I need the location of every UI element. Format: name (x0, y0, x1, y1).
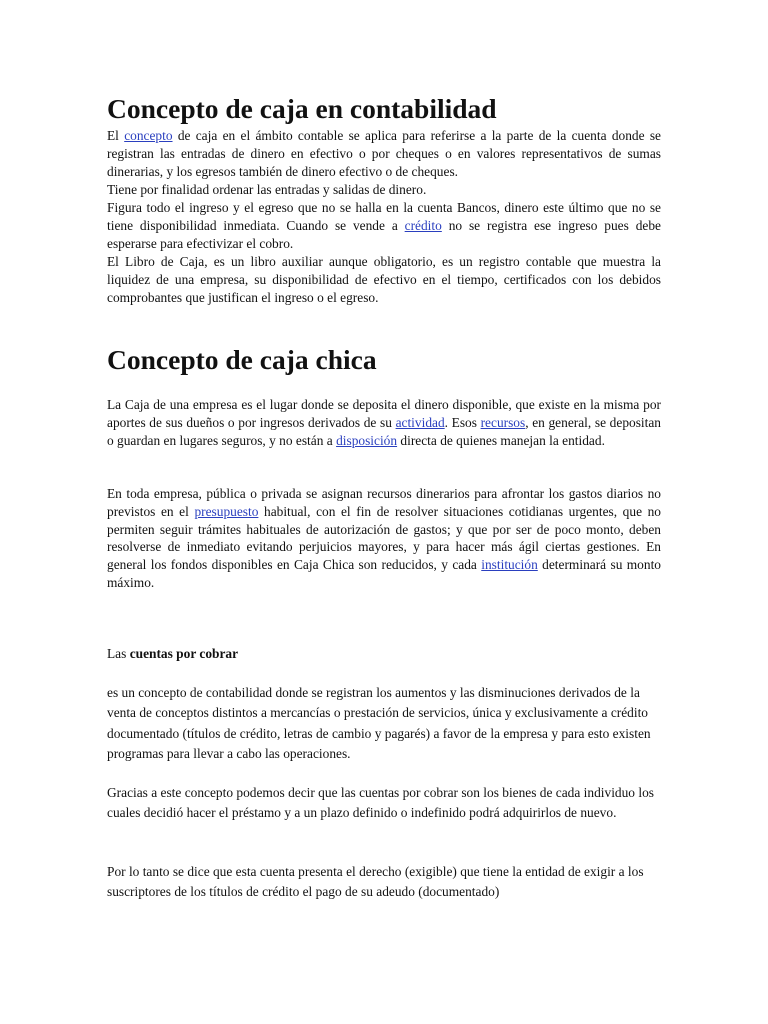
heading-caja-chica: Concepto de caja chica (107, 344, 377, 375)
paragraph-finalidad: Tiene por finalidad ordenar las entradas y salidas de dinero. (107, 182, 427, 197)
link-presupuesto[interactable]: presupuesto (194, 503, 259, 519)
bold-cuentas-por-cobrar: cuentas por cobrar (129, 646, 239, 661)
paragraph-caja-definicion: El concepto de caja en el ámbito contable se aplica para referirse a la parte de la cuenta donde se registran las entradas de dinero en efectivo o por cheques o en valores representativos de sumas dinerarias, y los egresos también de dinero efectivo o de cheques. (107, 128, 661, 179)
link-institucion[interactable]: institución (481, 557, 538, 573)
paragraph-caja-empresa: La Caja de una empresa es el lugar donde se deposita el dinero disponible, que existe en la misma por aportes de sus dueños o por ingresos derivados de su actividad. Esos recursos, en general, se depositan o guardan en lugares seguros, y no están a disposición directa de quienes manejan la entidad. (107, 397, 661, 448)
link-disposicion[interactable]: disposición (336, 432, 398, 448)
link-recursos[interactable]: recursos (480, 414, 526, 430)
heading-concepto-de-caja: Concepto de caja en contabilidad (107, 93, 497, 124)
link-concepto[interactable]: concepto (124, 128, 173, 143)
link-credito[interactable]: crédito (404, 217, 442, 233)
link-actividad[interactable]: actividad (395, 414, 445, 430)
paragraph-recursos-dinerarios: En toda empresa, pública o privada se asignan recursos dinerarios para afrontar los gastos diarios no previstos en el presupuesto habitual, con el fin de resolver situaciones cotidianas urgentes, que no permiten seguir trámites habituales de autorización de gastos; y que por ser de poco monto, deben resolverse de inmediato evitando perjuicios mayores, y para hacer más ágil ciertas gestiones. En general los fondos disponibles en Caja Chica son reducidos, y cada institución determinará su monto máximo. (107, 486, 661, 590)
paragraph-cuentas-concepto: es un concepto de contabilidad donde se registran los aumentos y las disminuciones derivados de la venta de conceptos distintos a mercancías o prestación de servicios, única y exclusivamente a crédito documentado (títulos de crédito, letras de cambio y pagarés) a favor de la empresa y para esto existen programas para llevar a cabo las operaciones. (107, 685, 651, 762)
paragraph-libro-de-caja: El Libro de Caja, es un libro auxiliar aunque obligatorio, es un registro contable que muestra la liquidez de una empresa, su disponibilidad de efectivo en el tiempo, certificados con los debidos comprobantes que justifican el ingreso o el egreso. (107, 254, 661, 305)
paragraph-derecho-exigible: Por lo tanto se dice que esta cuenta presenta el derecho (exigible) que tiene la entidad de exigir a los suscriptores de los títulos de crédito el pago de su adeudo (documentado) (107, 864, 644, 900)
paragraph-cuentas-por-cobrar-title: Las cuentas por cobrar (107, 646, 239, 661)
paragraph-gracias-concepto: Gracias a este concepto podemos decir que las cuentas por cobrar son los bienes de cada individuo los cuales decidió hacer el préstamo y a un plazo definido o indefinido podrá adquirirlos de nuevo. (107, 785, 654, 821)
paragraph-ingreso-egreso: Figura todo el ingreso y el egreso que no se halla en la cuenta Bancos, dinero este último que no se tiene disponibilidad inmediata. Cuando se vende a crédito no se registra ese ingreso pues debe esperarse para efectivizar el cobro. (107, 200, 661, 251)
